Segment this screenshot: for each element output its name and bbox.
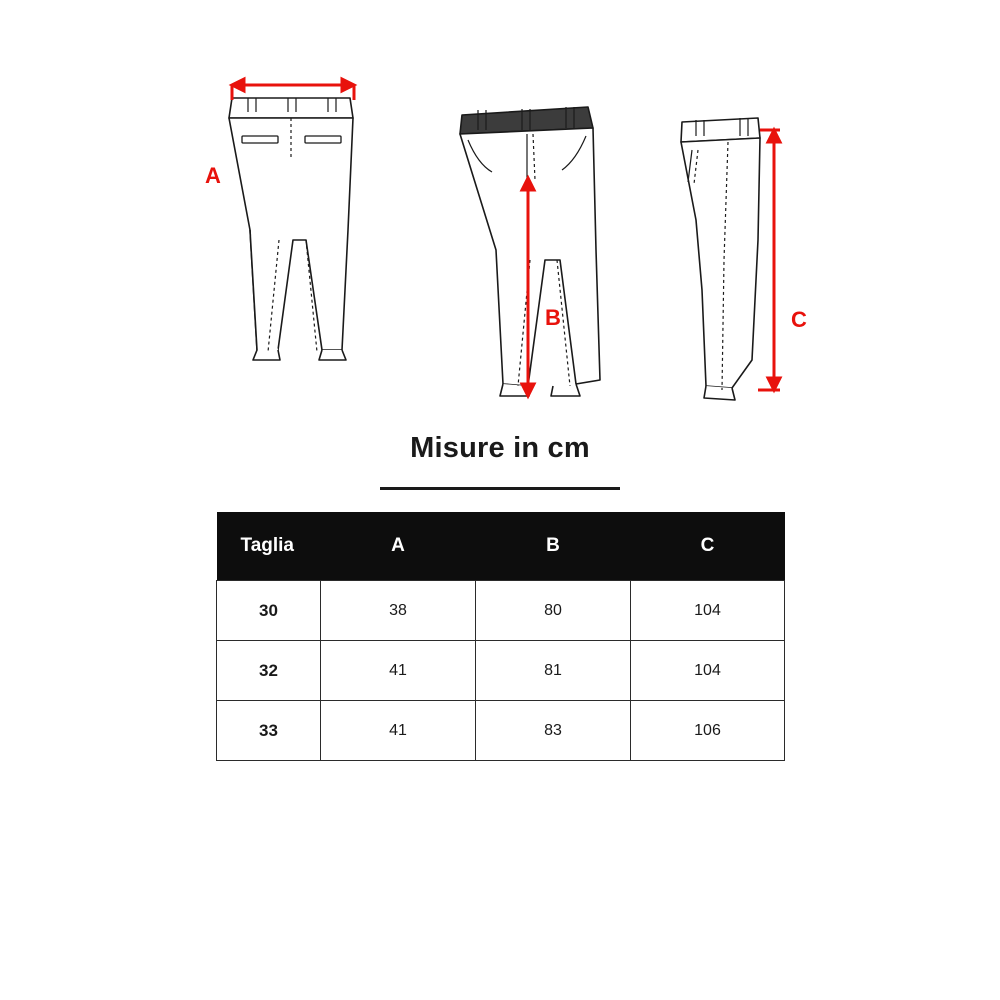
trousers-side-illustration bbox=[640, 60, 940, 420]
cell-size: 33 bbox=[217, 701, 321, 761]
cell-a: 41 bbox=[321, 701, 476, 761]
cell-b: 80 bbox=[476, 581, 631, 641]
size-table-wrapper bbox=[216, 512, 784, 761]
table-row bbox=[217, 581, 785, 641]
header-taglia: Taglia bbox=[217, 512, 321, 581]
cell-size: 30 bbox=[217, 581, 321, 641]
title-block bbox=[0, 432, 1000, 490]
page-title: Misure in cm bbox=[410, 432, 590, 464]
cell-c: 104 bbox=[631, 581, 785, 641]
table-row bbox=[217, 701, 785, 761]
header-a: A bbox=[321, 512, 476, 581]
illustration-row bbox=[0, 60, 1000, 420]
dimension-label-b: B bbox=[545, 305, 562, 330]
size-table-head bbox=[217, 512, 785, 581]
cell-b: 83 bbox=[476, 701, 631, 761]
title-divider bbox=[380, 487, 620, 490]
cell-a: 41 bbox=[321, 641, 476, 701]
size-table-body bbox=[217, 581, 785, 761]
cell-a: 38 bbox=[321, 581, 476, 641]
table-row bbox=[217, 641, 785, 701]
trousers-side-view bbox=[640, 60, 940, 420]
dimension-label-a: A bbox=[205, 163, 222, 188]
cell-size: 32 bbox=[217, 641, 321, 701]
header-b: B bbox=[476, 512, 631, 581]
cell-c: 104 bbox=[631, 641, 785, 701]
cell-c: 106 bbox=[631, 701, 785, 761]
dimension-label-c: C bbox=[791, 307, 808, 332]
table-header-row bbox=[217, 512, 785, 581]
header-c: C bbox=[631, 512, 785, 581]
size-table bbox=[216, 512, 785, 761]
cell-b: 81 bbox=[476, 641, 631, 701]
